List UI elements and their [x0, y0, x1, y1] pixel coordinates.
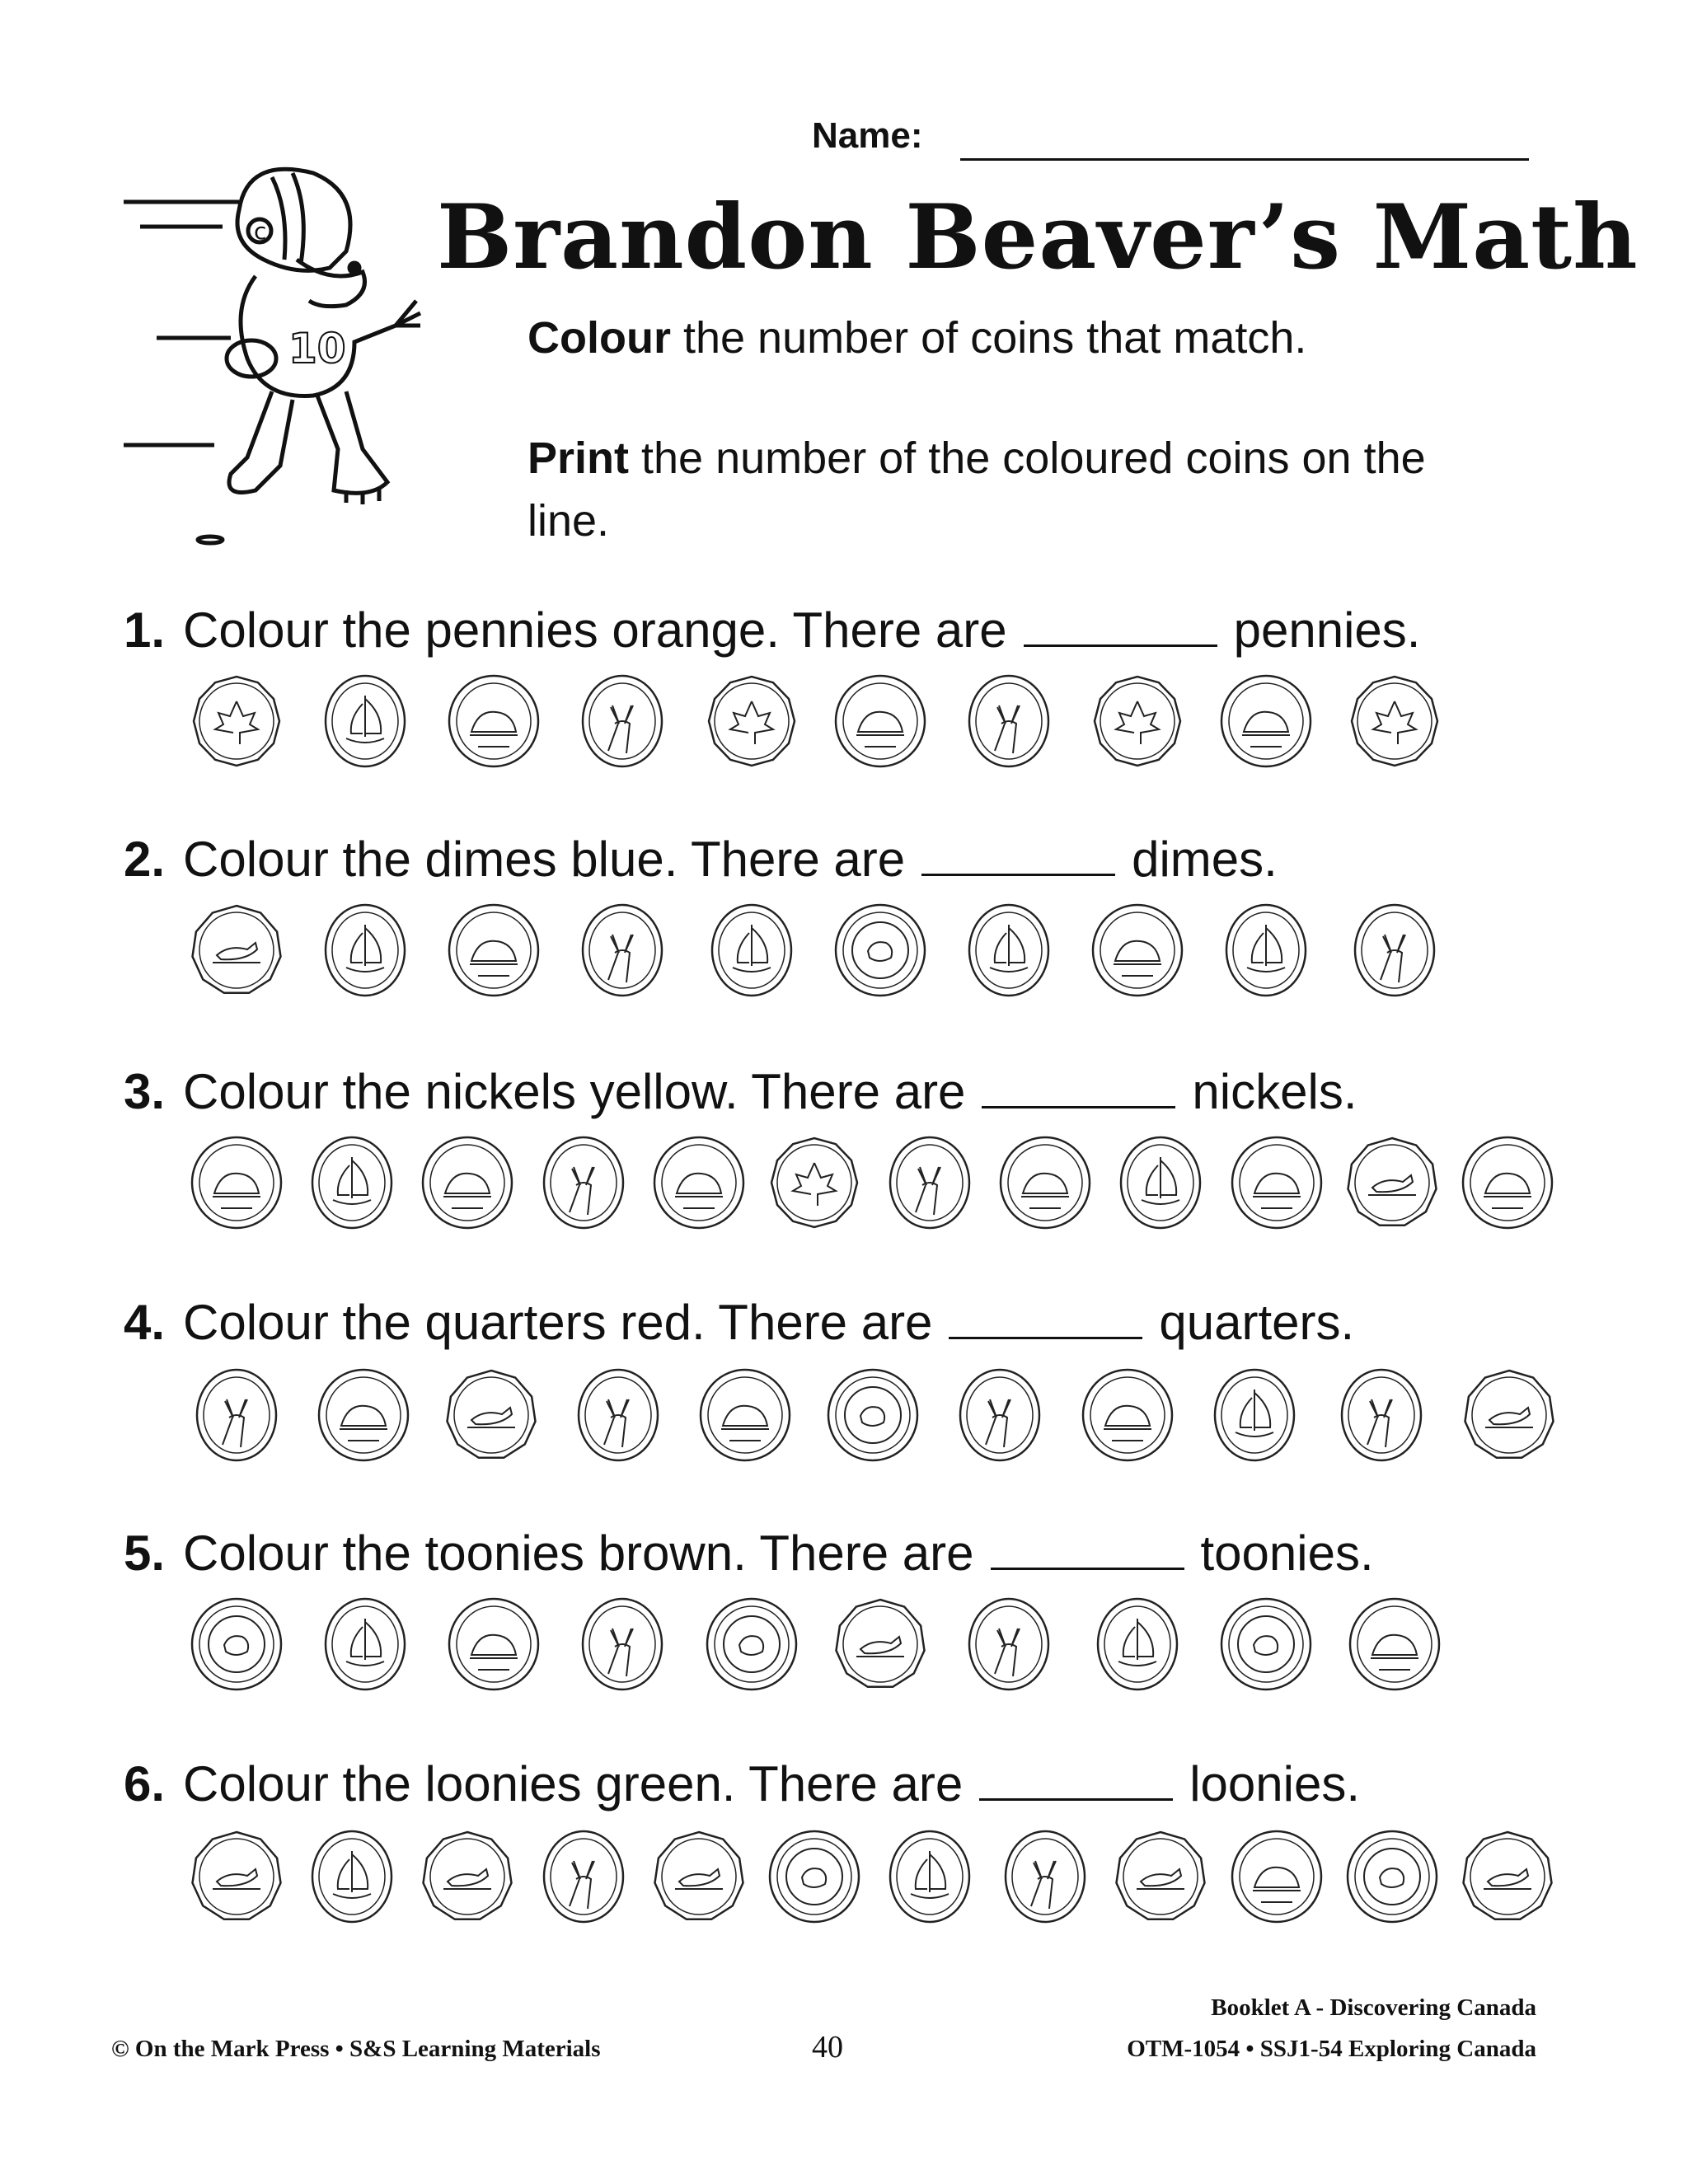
beaver-football-mascot-icon	[124, 161, 470, 548]
toonie-coin-icon[interactable]	[1343, 1828, 1441, 1929]
nickel-coin-icon[interactable]	[832, 673, 929, 773]
dime-coin-icon[interactable]	[303, 1828, 401, 1929]
quarter-coin-icon[interactable]	[881, 1134, 978, 1235]
dime-coin-icon[interactable]	[1112, 1134, 1209, 1235]
loonie-coin-icon[interactable]	[832, 1596, 929, 1696]
question-number: 2.	[124, 832, 166, 887]
coin-row-6	[188, 1825, 1556, 1932]
quarter-coin-icon[interactable]	[1346, 902, 1443, 1002]
nickel-coin-icon[interactable]	[419, 1134, 516, 1235]
page-title: Brandon Beaver’s Math	[437, 185, 1639, 289]
dime-coin-icon[interactable]	[881, 1828, 978, 1929]
quarter-coin-icon[interactable]	[996, 1828, 1094, 1929]
loonie-coin-icon[interactable]	[1343, 1134, 1441, 1235]
toonie-coin-icon[interactable]	[824, 1366, 921, 1467]
quarter-coin-icon[interactable]	[1333, 1366, 1430, 1467]
toonie-coin-icon[interactable]	[1217, 1596, 1315, 1696]
question-text: Colour the pennies orange. There are	[183, 602, 1007, 658]
dime-coin-icon[interactable]	[303, 1134, 401, 1235]
question-unit: toonies.	[1200, 1526, 1374, 1581]
answer-blank[interactable]	[982, 1106, 1175, 1108]
quarter-coin-icon[interactable]	[570, 1366, 667, 1467]
nickel-coin-icon[interactable]	[1459, 1134, 1556, 1235]
coin-row-3	[188, 1131, 1556, 1238]
nickel-coin-icon[interactable]	[188, 1134, 285, 1235]
instruction-colour: Colour the number of coins that match.	[528, 313, 1307, 363]
footer-publisher: © On the Mark Press • S&S Learning Materials	[111, 2036, 601, 2062]
footer-booklet: Booklet A - Discovering Canada	[1211, 1994, 1536, 2021]
dime-coin-icon[interactable]	[316, 902, 414, 1002]
question-text: Colour the quarters red. There are	[183, 1295, 933, 1350]
penny-coin-icon[interactable]	[766, 1134, 863, 1235]
question-number: 3.	[124, 1064, 166, 1119]
question-unit: quarters.	[1159, 1295, 1355, 1350]
nickel-coin-icon[interactable]	[1346, 1596, 1443, 1696]
dime-coin-icon[interactable]	[1089, 1596, 1186, 1696]
dime-coin-icon[interactable]	[316, 673, 414, 773]
question-number: 6.	[124, 1756, 166, 1811]
quarter-coin-icon[interactable]	[535, 1828, 632, 1929]
dime-coin-icon[interactable]	[1217, 902, 1315, 1002]
penny-coin-icon[interactable]	[703, 673, 800, 773]
dime-coin-icon[interactable]	[960, 902, 1057, 1002]
dime-coin-icon[interactable]	[316, 1596, 414, 1696]
question-3	[124, 1063, 1357, 1120]
nickel-coin-icon[interactable]	[1228, 1134, 1325, 1235]
quarter-coin-icon[interactable]	[574, 902, 671, 1002]
svg-text:c: c	[254, 218, 267, 245]
question-text: Colour the dimes blue. There are	[183, 832, 906, 887]
question-text: Colour the loonies green. There are	[183, 1756, 964, 1811]
nickel-coin-icon[interactable]	[996, 1134, 1094, 1235]
svg-text:10: 10	[288, 325, 346, 373]
toonie-coin-icon[interactable]	[766, 1828, 863, 1929]
dime-coin-icon[interactable]	[1206, 1366, 1303, 1467]
nickel-coin-icon[interactable]	[315, 1366, 412, 1467]
question-unit: loonies.	[1189, 1756, 1361, 1811]
coin-row-2	[188, 898, 1443, 1005]
answer-blank[interactable]	[949, 1337, 1142, 1339]
loonie-coin-icon[interactable]	[650, 1828, 748, 1929]
nickel-coin-icon[interactable]	[1089, 902, 1186, 1002]
question-text: Colour the toonies brown. There are	[183, 1526, 974, 1581]
name-input-line[interactable]	[960, 158, 1529, 161]
nickel-coin-icon[interactable]	[650, 1134, 748, 1235]
question-number: 5.	[124, 1526, 166, 1581]
question-unit: dimes.	[1132, 832, 1278, 887]
instruction-print: Print the number of the coloured coins on the line.	[528, 434, 1426, 546]
quarter-coin-icon[interactable]	[535, 1134, 632, 1235]
quarter-coin-icon[interactable]	[188, 1366, 285, 1467]
quarter-coin-icon[interactable]	[960, 1596, 1057, 1696]
coin-row-4	[188, 1363, 1558, 1470]
nickel-coin-icon[interactable]	[1217, 673, 1315, 773]
quarter-coin-icon[interactable]	[574, 1596, 671, 1696]
question-unit: nickels.	[1192, 1064, 1357, 1119]
loonie-coin-icon[interactable]	[1112, 1828, 1209, 1929]
toonie-coin-icon[interactable]	[188, 1596, 285, 1696]
toonie-coin-icon[interactable]	[832, 902, 929, 1002]
loonie-coin-icon[interactable]	[1459, 1828, 1556, 1929]
question-6	[124, 1755, 1360, 1812]
loonie-coin-icon[interactable]	[188, 1828, 285, 1929]
page-number: 40	[812, 2030, 843, 2064]
question-text: Colour the nickels yellow. There are	[183, 1064, 966, 1119]
question-4	[124, 1294, 1354, 1351]
question-number: 4.	[124, 1295, 166, 1350]
penny-coin-icon[interactable]	[1089, 673, 1186, 773]
loonie-coin-icon[interactable]	[188, 902, 285, 1002]
coin-row-5	[188, 1592, 1443, 1699]
penny-coin-icon[interactable]	[1346, 673, 1443, 773]
nickel-coin-icon[interactable]	[445, 902, 542, 1002]
nickel-coin-icon[interactable]	[445, 673, 542, 773]
nickel-coin-icon[interactable]	[445, 1596, 542, 1696]
dime-coin-icon[interactable]	[703, 902, 800, 1002]
loonie-coin-icon[interactable]	[419, 1828, 516, 1929]
question-2	[124, 831, 1278, 888]
penny-coin-icon[interactable]	[188, 673, 285, 773]
quarter-coin-icon[interactable]	[574, 673, 671, 773]
nickel-coin-icon[interactable]	[1079, 1366, 1176, 1467]
nickel-coin-icon[interactable]	[1228, 1828, 1325, 1929]
question-number: 1.	[124, 602, 166, 658]
quarter-coin-icon[interactable]	[951, 1366, 1048, 1467]
question-unit: pennies.	[1233, 602, 1421, 658]
nickel-coin-icon[interactable]	[696, 1366, 794, 1467]
loonie-coin-icon[interactable]	[1461, 1366, 1558, 1467]
coin-row-1	[188, 669, 1443, 776]
name-label: Name:	[812, 115, 923, 156]
answer-blank[interactable]	[991, 1568, 1184, 1570]
loonie-coin-icon[interactable]	[443, 1366, 540, 1467]
quarter-coin-icon[interactable]	[960, 673, 1057, 773]
toonie-coin-icon[interactable]	[703, 1596, 800, 1696]
answer-blank[interactable]	[979, 1798, 1173, 1801]
question-5	[124, 1525, 1374, 1582]
question-1	[124, 602, 1420, 658]
answer-blank[interactable]	[1024, 644, 1217, 647]
answer-blank[interactable]	[921, 874, 1115, 876]
footer-product-code: OTM-1054 • SSJ1-54 Exploring Canada	[1127, 2036, 1536, 2062]
